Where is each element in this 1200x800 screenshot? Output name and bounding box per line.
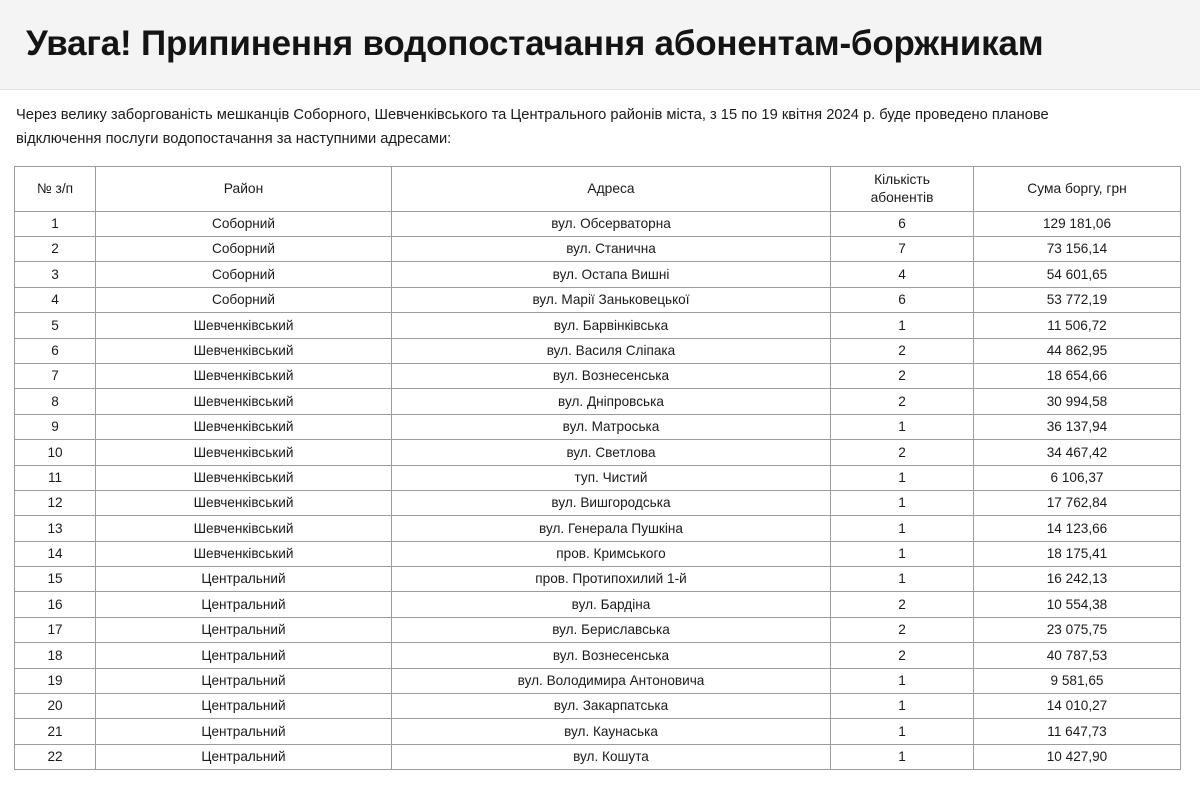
cell-district: Центральний [96, 567, 392, 592]
cell-debt: 14 010,27 [974, 694, 1181, 719]
cell-count: 2 [831, 389, 974, 414]
cell-address: вул. Бериславська [392, 617, 831, 642]
intro-line-1: Через велику заборгованість мешканців Соборного, Шевченківського та Центрального районів міста, з 15 по 19 квітня 2024 р. буде проведено планове [16, 107, 1049, 123]
table-row [15, 643, 1181, 668]
cell-district: Соборний [96, 262, 392, 287]
cell-count: 1 [831, 465, 974, 490]
cell-count: 1 [831, 694, 974, 719]
cell-district: Шевченківський [96, 490, 392, 515]
table-row [15, 617, 1181, 642]
cell-number: 13 [15, 516, 96, 541]
table-row [15, 414, 1181, 439]
cell-address: туп. Чистий [392, 465, 831, 490]
cell-debt: 11 506,72 [974, 313, 1181, 338]
cell-number: 9 [15, 414, 96, 439]
cell-district: Шевченківський [96, 516, 392, 541]
cell-number: 19 [15, 668, 96, 693]
cell-district: Центральний [96, 643, 392, 668]
cell-count: 1 [831, 414, 974, 439]
cell-address: вул. Бардіна [392, 592, 831, 617]
intro-paragraph [16, 104, 1184, 152]
table-row [15, 694, 1181, 719]
cell-number: 21 [15, 719, 96, 744]
cell-count: 1 [831, 516, 974, 541]
cell-address: вул. Генерала Пушкіна [392, 516, 831, 541]
cell-debt: 73 156,14 [974, 237, 1181, 262]
cell-number: 2 [15, 237, 96, 262]
column-header-subscribers-line-2: абонентів [870, 189, 934, 205]
cell-number: 20 [15, 694, 96, 719]
cell-number: 15 [15, 567, 96, 592]
table-row [15, 363, 1181, 388]
cell-address: вул. Володимира Антоновича [392, 668, 831, 693]
cell-address: пров. Протипохилий 1-й [392, 567, 831, 592]
cell-district: Центральний [96, 617, 392, 642]
column-header-address: Адреса [392, 166, 831, 211]
table-row [15, 516, 1181, 541]
cell-debt: 44 862,95 [974, 338, 1181, 363]
column-header-subscribers-line-1: Кількість [874, 171, 930, 187]
cell-count: 1 [831, 567, 974, 592]
cell-address: вул. Кошута [392, 744, 831, 769]
table-row [15, 440, 1181, 465]
cell-debt: 14 123,66 [974, 516, 1181, 541]
cell-debt: 30 994,58 [974, 389, 1181, 414]
cell-address: вул. Вознесенська [392, 643, 831, 668]
cell-count: 1 [831, 668, 974, 693]
cell-debt: 10 427,90 [974, 744, 1181, 769]
table-row [15, 313, 1181, 338]
cell-count: 1 [831, 541, 974, 566]
table-row [15, 211, 1181, 236]
table-row [15, 389, 1181, 414]
page-title: Увага! Припинення водопостачання абонентам-боржникам [26, 24, 1044, 64]
cell-number: 6 [15, 338, 96, 363]
cell-district: Шевченківський [96, 541, 392, 566]
table-header [15, 166, 1181, 211]
cell-debt: 40 787,53 [974, 643, 1181, 668]
cell-district: Центральний [96, 668, 392, 693]
cell-count: 6 [831, 287, 974, 312]
cell-district: Шевченківський [96, 465, 392, 490]
cell-number: 8 [15, 389, 96, 414]
cell-district: Шевченківський [96, 363, 392, 388]
table-row [15, 744, 1181, 769]
cell-district: Шевченківський [96, 414, 392, 439]
cell-district: Центральний [96, 719, 392, 744]
cell-district: Соборний [96, 211, 392, 236]
cell-debt: 54 601,65 [974, 262, 1181, 287]
cell-district: Шевченківський [96, 389, 392, 414]
cell-number: 1 [15, 211, 96, 236]
table-row [15, 719, 1181, 744]
table-body [15, 211, 1181, 770]
cell-debt: 16 242,13 [974, 567, 1181, 592]
intro-line-2: відключення послуги водопостачання за наступними адресами: [16, 130, 452, 147]
cell-count: 2 [831, 643, 974, 668]
cell-debt: 11 647,73 [974, 719, 1181, 744]
cell-number: 22 [15, 744, 96, 769]
cell-address: вул. Вишгородська [392, 490, 831, 515]
cell-count: 2 [831, 363, 974, 388]
cell-address: вул. Вознесенська [392, 363, 831, 388]
table-row [15, 465, 1181, 490]
table-row [15, 287, 1181, 312]
cell-address: вул. Остапа Вишні [392, 262, 831, 287]
cell-district: Шевченківський [96, 440, 392, 465]
column-header-debt: Сума боргу, грн [974, 166, 1181, 211]
cell-number: 14 [15, 541, 96, 566]
cell-count: 4 [831, 262, 974, 287]
cell-number: 10 [15, 440, 96, 465]
cell-number: 7 [15, 363, 96, 388]
cell-district: Центральний [96, 694, 392, 719]
table-row [15, 668, 1181, 693]
cell-address: вул. Закарпатська [392, 694, 831, 719]
table-row [15, 592, 1181, 617]
cell-count: 7 [831, 237, 974, 262]
cell-address: вул. Станична [392, 237, 831, 262]
cell-debt: 17 762,84 [974, 490, 1181, 515]
cell-debt: 23 075,75 [974, 617, 1181, 642]
table-row [15, 490, 1181, 515]
column-header-district: Район [96, 166, 392, 211]
cell-address: вул. Марії Заньковецької [392, 287, 831, 312]
cell-count: 1 [831, 719, 974, 744]
cell-district: Шевченківський [96, 338, 392, 363]
cell-count: 1 [831, 313, 974, 338]
cell-count: 2 [831, 338, 974, 363]
cell-address: вул. Обсерваторна [392, 211, 831, 236]
cell-count: 2 [831, 440, 974, 465]
table-header-row [15, 166, 1181, 211]
cell-debt: 129 181,06 [974, 211, 1181, 236]
cell-debt: 18 175,41 [974, 541, 1181, 566]
addresses-table [14, 166, 1181, 771]
cell-address: вул. Матроська [392, 414, 831, 439]
cell-address: вул. Дніпровська [392, 389, 831, 414]
cell-address: пров. Кримського [392, 541, 831, 566]
cell-number: 4 [15, 287, 96, 312]
cell-count: 2 [831, 592, 974, 617]
cell-district: Шевченківський [96, 313, 392, 338]
cell-address: вул. Василя Сліпака [392, 338, 831, 363]
cell-debt: 53 772,19 [974, 287, 1181, 312]
cell-count: 6 [831, 211, 974, 236]
cell-debt: 10 554,38 [974, 592, 1181, 617]
cell-address: вул. Светлова [392, 440, 831, 465]
table-row [15, 338, 1181, 363]
cell-debt: 9 581,65 [974, 668, 1181, 693]
cell-count: 1 [831, 490, 974, 515]
table-row [15, 262, 1181, 287]
cell-number: 12 [15, 490, 96, 515]
column-header-subscribers [831, 166, 974, 211]
cell-address: вул. Каунаська [392, 719, 831, 744]
cell-count: 2 [831, 617, 974, 642]
cell-debt: 36 137,94 [974, 414, 1181, 439]
cell-address: вул. Барвінківська [392, 313, 831, 338]
addresses-table-container [14, 166, 1180, 771]
cell-district: Центральний [96, 744, 392, 769]
cell-district: Соборний [96, 287, 392, 312]
cell-count: 1 [831, 744, 974, 769]
cell-debt: 6 106,37 [974, 465, 1181, 490]
cell-debt: 34 467,42 [974, 440, 1181, 465]
table-row [15, 567, 1181, 592]
table-row [15, 541, 1181, 566]
title-banner [0, 0, 1200, 90]
cell-number: 3 [15, 262, 96, 287]
cell-number: 11 [15, 465, 96, 490]
cell-district: Соборний [96, 237, 392, 262]
column-header-number: № з/п [15, 166, 96, 211]
table-row [15, 237, 1181, 262]
cell-number: 17 [15, 617, 96, 642]
cell-number: 16 [15, 592, 96, 617]
cell-district: Центральний [96, 592, 392, 617]
cell-debt: 18 654,66 [974, 363, 1181, 388]
cell-number: 5 [15, 313, 96, 338]
cell-number: 18 [15, 643, 96, 668]
